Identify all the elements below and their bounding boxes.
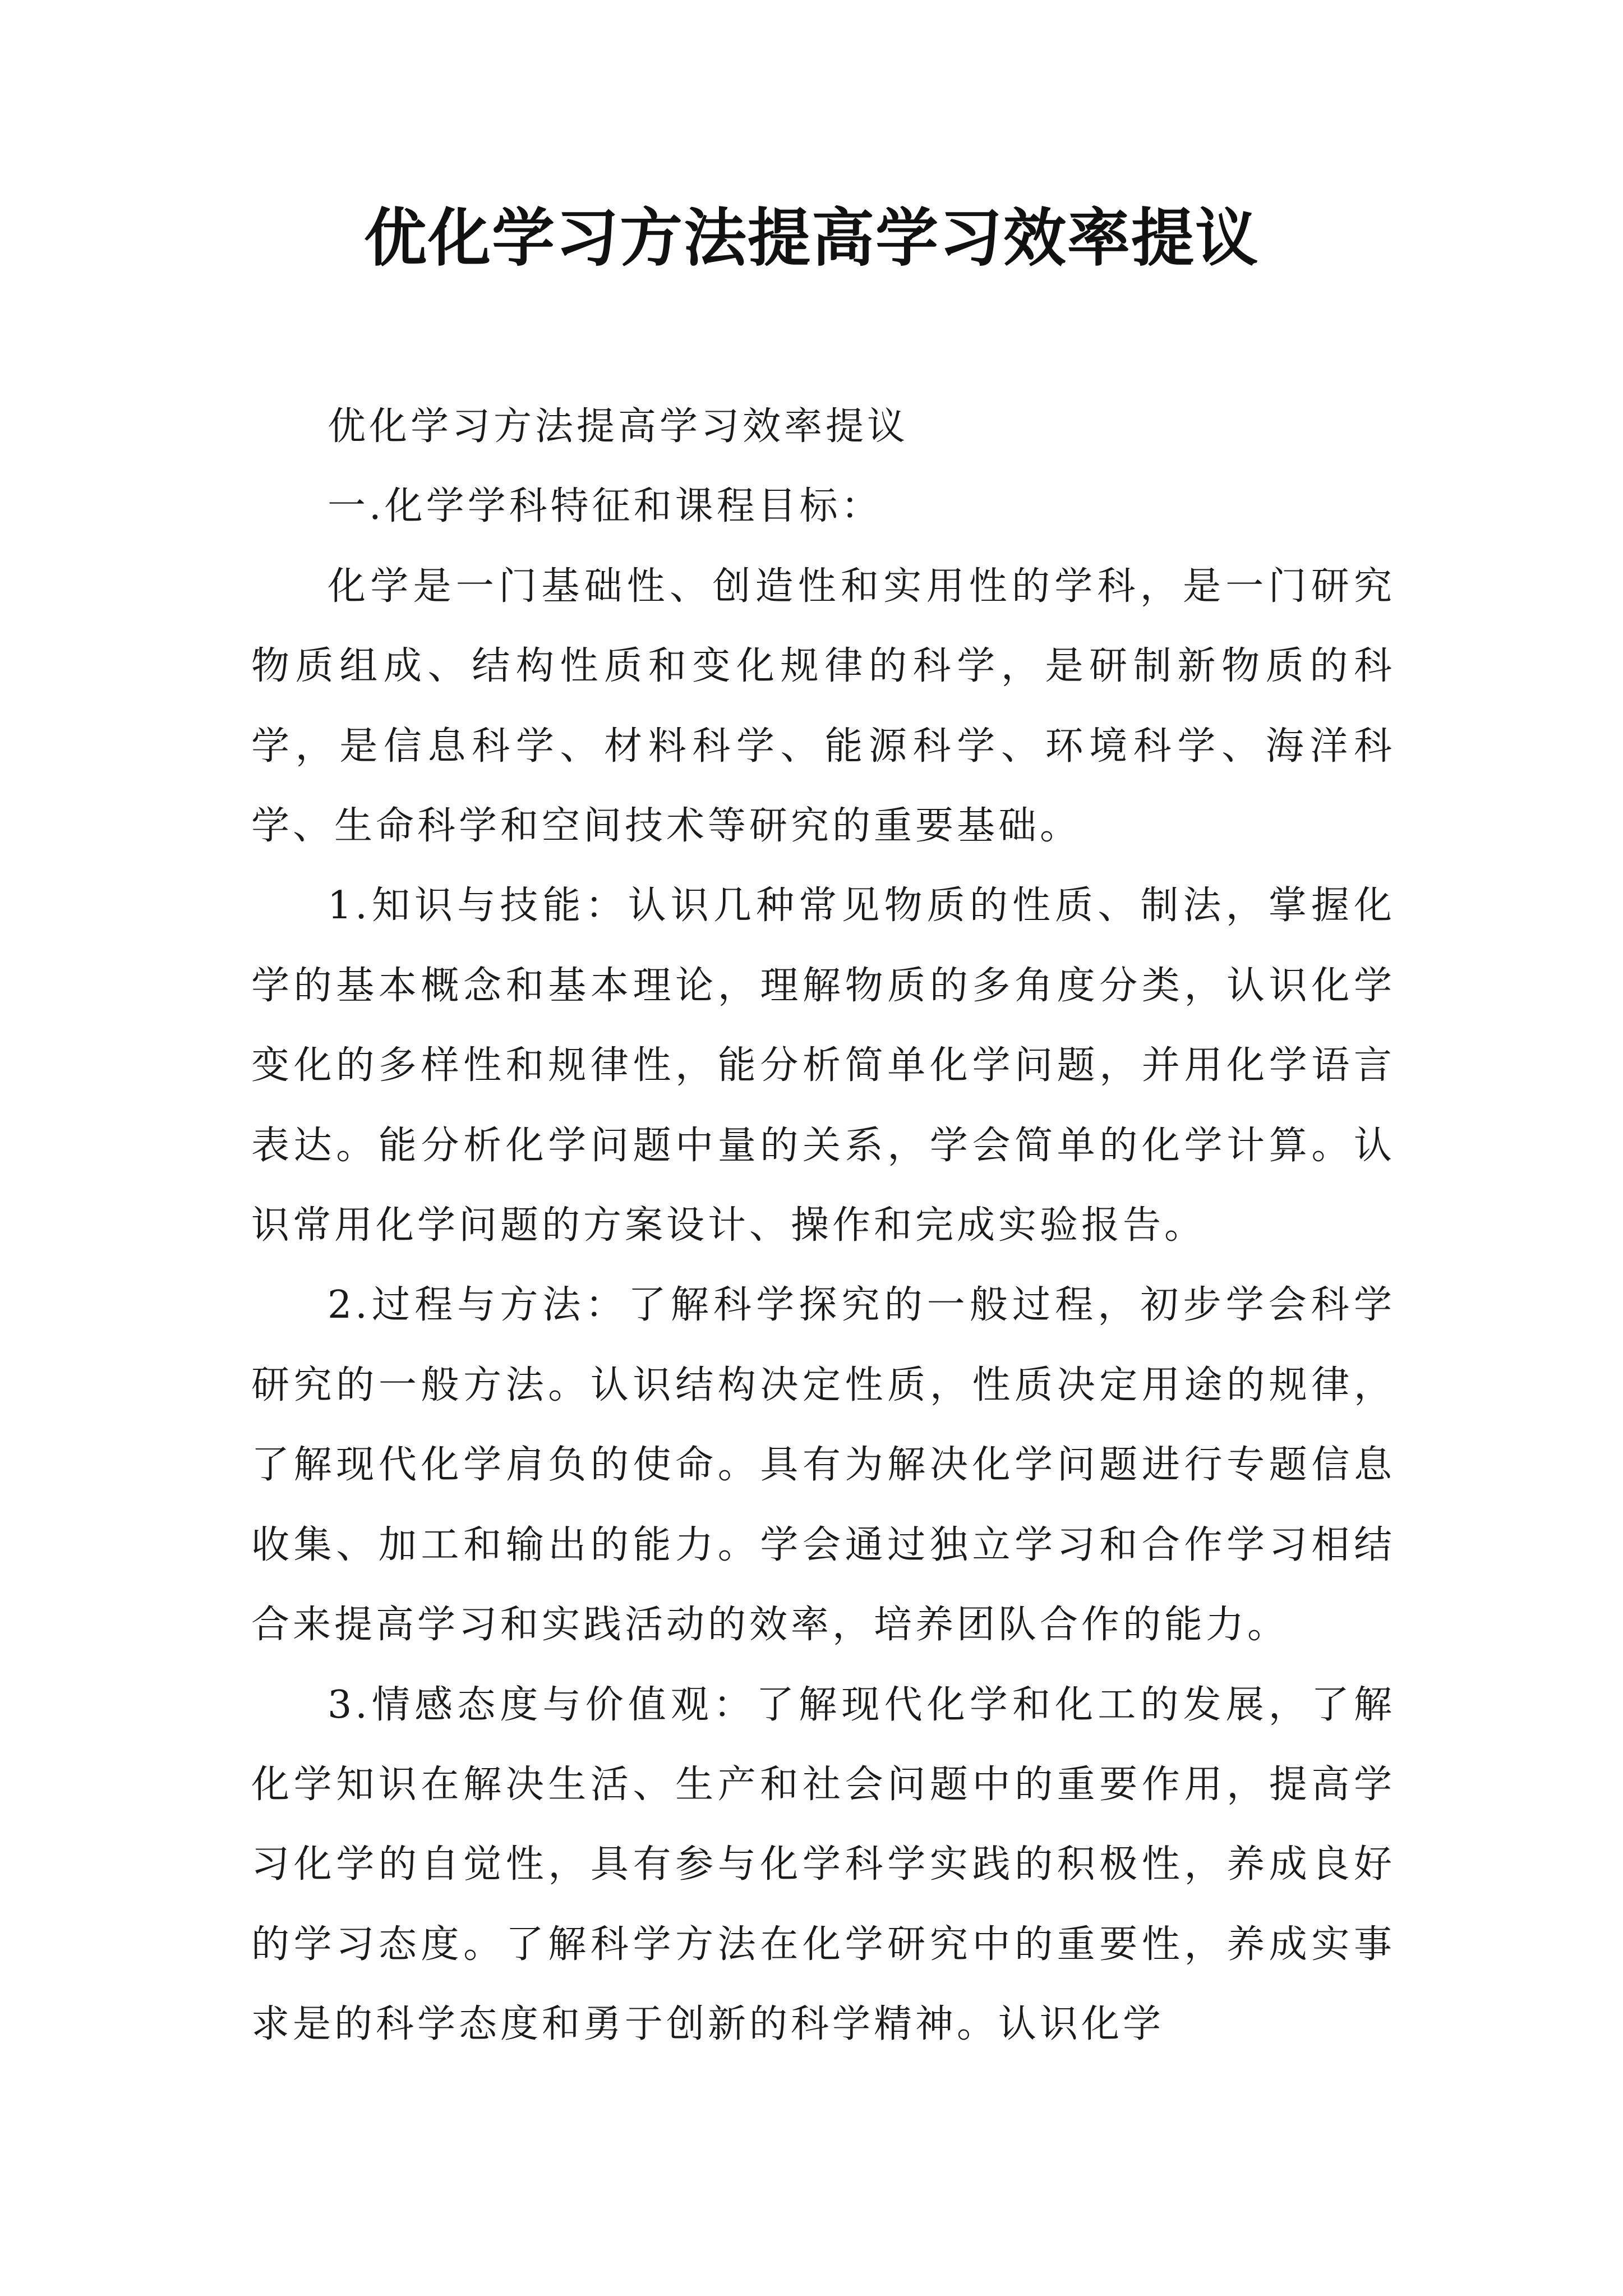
document-title: 优化学习方法提高学习效率提议 [364,201,1259,275]
paragraph-intro: 化学是一门基础性、创造性和实用性的学科，是一门研究物质组成、结构性质和变化规律的科学，是研制新物质的科学，是信息科学、材料科学、能源科学、环境科学、海洋科学、生命科学和空间技术等研究的重要基础。 [251,564,1395,849]
paragraph-emotion-values: 3.情感态度与价值观：了解现代化学和化工的发展，了解化学知识在解决生活、生产和社会问题中的重要作用，提高学习化学的自觉性，具有参与化学科学实践的积极性，养成良好的学习态度。了解科学方法在化学研究中的重要性，养成实事求是的科学态度和勇于创新的科学精神。认识化学 [251,1682,1395,2047]
paragraph-subtitle: 优化学习方法提高学习效率提议 [328,404,909,449]
paragraph-section-heading: 一.化学学科特征和课程目标： [328,484,883,529]
paragraph-knowledge-skills: 1.知识与技能：认识几种常见物质的性质、制法，掌握化学的基本概念和基本理论，理解物质的多角度分类，认识化学变化的多样性和规律性，能分析简单化学问题，并用化学语言表达。能分析化学问题中量的关系，学会简单的化学计算。认识常用化学问题的方案设计、操作和完成实验报告。 [251,884,1395,1248]
document-body [251,387,1395,2065]
paragraph-process-methods: 2.过程与方法：了解科学探究的一般过程，初步学会科学研究的一般方法。认识结构决定性质，性质决定用途的规律，了解现代化学肩负的使命。具有为解决化学问题进行专题信息收集、加工和输出的能力。学会通过独立学习和合作学习相结合来提高学习和实践活动的效率，培养团队合作的能力。 [251,1283,1395,1648]
